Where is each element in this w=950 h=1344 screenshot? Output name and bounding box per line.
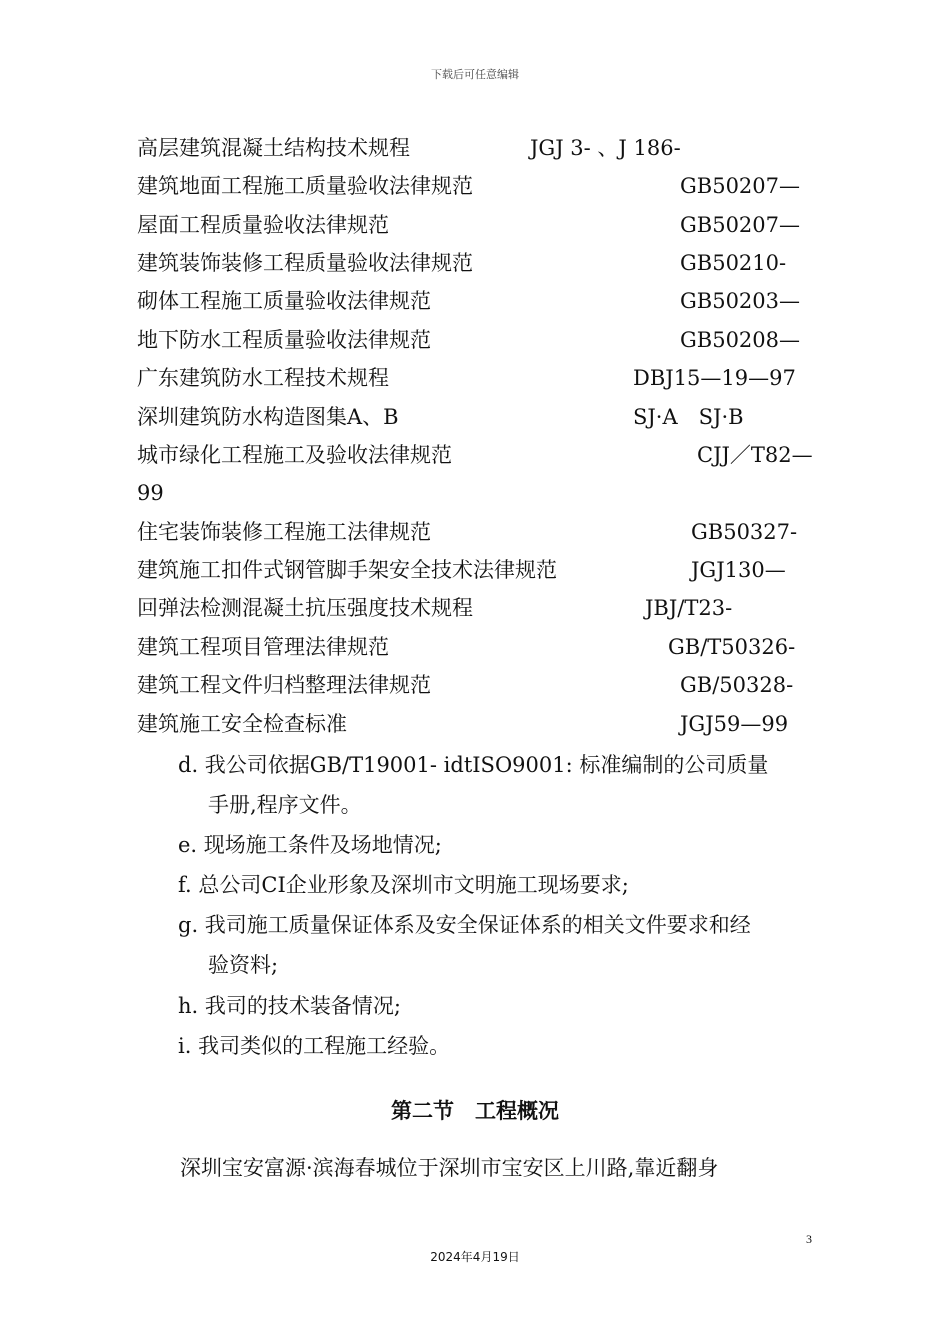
standard-row	[0, 440, 950, 470]
list-item-h: h. 我司的技术装备情况;	[178, 994, 401, 1018]
standard-name-continuation: 99	[137, 481, 164, 505]
standard-name: 建筑施工安全检查标准	[137, 712, 347, 736]
list-item-f: f. 总公司CI企业形象及深圳市文明施工现场要求;	[178, 873, 629, 897]
standard-name: 建筑工程项目管理法律规范	[137, 635, 389, 659]
standard-code: GB50207—	[680, 174, 801, 198]
list-item-e: e. 现场施工条件及场地情况;	[178, 833, 442, 857]
list-item-g-continuation: 验资料;	[208, 953, 279, 977]
standard-row	[0, 517, 950, 547]
standard-row	[0, 210, 950, 240]
page-header: 下载后可任意编辑	[431, 68, 519, 81]
standard-name: 深圳建筑防水构造图集A、B	[137, 405, 399, 429]
standard-name: 高层建筑混凝土结构技术规程	[137, 136, 410, 160]
standard-name: 建筑施工扣件式钢管脚手架安全技术法律规范	[137, 558, 557, 582]
standard-row	[0, 632, 950, 662]
body-paragraph: 深圳宝安富源·滨海春城位于深圳市宝安区上川路,靠近翻身	[180, 1156, 719, 1180]
page-number: 3	[806, 1232, 812, 1246]
standard-code: DBJ15—19—97	[633, 366, 796, 390]
list-item-d-continuation: 手册,程序文件。	[208, 793, 362, 817]
standard-row	[0, 363, 950, 393]
standard-name: 地下防水工程质量验收法律规范	[137, 328, 431, 352]
standard-row	[0, 133, 950, 163]
standard-row	[0, 478, 950, 508]
standard-row	[0, 248, 950, 278]
standard-row	[0, 402, 950, 432]
standard-name: 建筑工程文件归档整理法律规范	[137, 673, 431, 697]
standard-row	[0, 555, 950, 585]
standard-code: JGJ59—99	[680, 712, 789, 736]
standard-code: GB50210-	[680, 251, 787, 275]
list-item-g: g. 我司施工质量保证体系及安全保证体系的相关文件要求和经	[178, 913, 751, 937]
list-item-d: d. 我公司依据GB/T19001- idtISO9001: 标准编制的公司质量	[178, 753, 769, 777]
standard-name: 回弹法检测混凝土抗压强度技术规程	[137, 596, 473, 620]
page-footer-date: 2024年4月19日	[430, 1250, 520, 1264]
standard-name: 建筑地面工程施工质量验收法律规范	[137, 174, 473, 198]
standard-code: JBJ/T23-	[645, 596, 733, 620]
standard-code: JGJ130—	[691, 558, 786, 582]
standard-row	[0, 171, 950, 201]
standard-row	[0, 286, 950, 316]
standard-name: 砌体工程施工质量验收法律规范	[137, 289, 431, 313]
standard-code: GB50208—	[680, 328, 801, 352]
list-item-i: i. 我司类似的工程施工经验。	[178, 1034, 451, 1058]
standard-code: GB50203—	[680, 289, 801, 313]
standard-code: GB50327-	[691, 520, 798, 544]
standard-name: 屋面工程质量验收法律规范	[137, 213, 389, 237]
standard-code: GB50207—	[680, 213, 801, 237]
standard-row	[0, 670, 950, 700]
standard-row	[0, 709, 950, 739]
standard-name: 住宅装饰装修工程施工法律规范	[137, 520, 431, 544]
standard-code: GB/T50326-	[668, 635, 796, 659]
standard-code: JGJ 3- 、J 186-	[530, 136, 681, 160]
standard-name: 广东建筑防水工程技术规程	[137, 366, 389, 390]
section-title: 第二节 工程概况	[391, 1098, 559, 1123]
standard-code: SJ·A SJ·B	[633, 405, 744, 429]
standard-name: 建筑装饰装修工程质量验收法律规范	[137, 251, 473, 275]
standard-name: 城市绿化工程施工及验收法律规范	[137, 443, 452, 467]
standard-code: GB/50328-	[680, 673, 794, 697]
standard-row	[0, 325, 950, 355]
standard-code: CJJ／T82—	[697, 443, 813, 467]
standard-row	[0, 593, 950, 623]
